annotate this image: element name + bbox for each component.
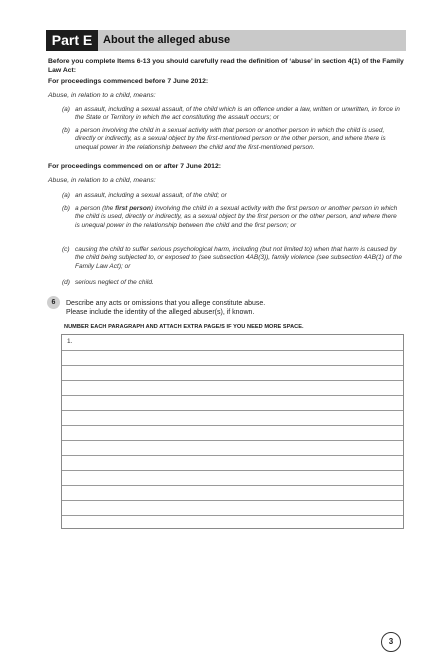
after-heading: For proceedings commenced on or after 7 June 2012: — [48, 163, 221, 170]
item-text: an assault, including a sexual assault, of the child which is an offence under a law, written or unwritten, in force in the State or Territory in which the act constituting the assault occurs; or — [75, 106, 400, 122]
answer-line — [62, 350, 403, 351]
answer-line — [62, 470, 403, 471]
after-item-d — [62, 279, 402, 287]
before-item-b — [62, 127, 402, 152]
answer-text-area[interactable] — [61, 334, 404, 529]
item-text: an assault, including a sexual assault, of the child; or — [75, 192, 227, 199]
answer-line — [62, 410, 403, 411]
answer-line — [62, 500, 403, 501]
after-lead: Abuse, in relation to a child, means: — [48, 177, 156, 184]
answer-line — [62, 515, 403, 516]
item-text: serious neglect of the child. — [75, 279, 154, 286]
row-number: 1. — [67, 338, 73, 345]
question-text — [66, 299, 265, 317]
answer-line — [62, 425, 403, 426]
answer-instruction: NUMBER EACH PARAGRAPH AND ATTACH EXTRA PAGE/S IF YOU NEED MORE SPACE. — [64, 324, 304, 330]
item-label: (a) — [62, 192, 70, 199]
intro-text: Before you complete Items 6-13 you should carefully read the definition of ‘abuse’ in section 4(1) of the Family Law Act: — [48, 58, 404, 74]
after-item-a — [62, 192, 402, 200]
item-text: a person (the first person) involving the child in a sexual activity with the first person or another person in which the child is used, directly or indirectly, as a sexual object by the first person or the other person, and where there is unequal power in the relationship between the child and the first person; or — [75, 205, 398, 229]
answer-line — [62, 395, 403, 396]
before-heading: For proceedings commenced before 7 June 2012: — [48, 78, 209, 85]
before-lead: Abuse, in relation to a child, means: — [48, 92, 156, 99]
item-text: a person involving the child in a sexual activity with that person or another person in which the child is used, directly or indirectly, as a sexual object by the first-mentioned person or the other person, and where there is unequal power in the relationship between the child and the first-mentioned person. — [75, 127, 386, 151]
answer-line — [62, 365, 403, 366]
after-item-c — [62, 246, 402, 271]
first-person-term: first person — [115, 205, 151, 212]
answer-line — [62, 485, 403, 486]
item-text: causing the child to suffer serious psychological harm, including (but not limited to) when that harm is caused by the child being subjected to, or exposed to (see subsection 4AB(3)), family violence (see subsection 4AB(1) of the Family Law Act); or — [75, 246, 402, 270]
answer-line — [62, 455, 403, 456]
answer-line — [62, 440, 403, 441]
after-item-b — [62, 205, 402, 230]
question-line-1: Describe any acts or omissions that you allege constitute abuse. — [66, 300, 266, 307]
item-label: (b) — [62, 127, 70, 134]
question-line-2: Please include the identity of the alleged abuser(s), if known. — [66, 309, 255, 316]
part-title: About the alleged abuse — [103, 34, 231, 46]
item-label: (b) — [62, 205, 70, 212]
page-number: 3 — [381, 632, 401, 652]
item-label: (c) — [62, 246, 70, 253]
item-label: (a) — [62, 106, 70, 113]
answer-line — [62, 380, 403, 381]
part-label: Part E — [46, 30, 98, 51]
item-label: (d) — [62, 279, 70, 286]
question-number-badge: 6 — [47, 296, 60, 309]
before-item-a — [62, 106, 402, 123]
